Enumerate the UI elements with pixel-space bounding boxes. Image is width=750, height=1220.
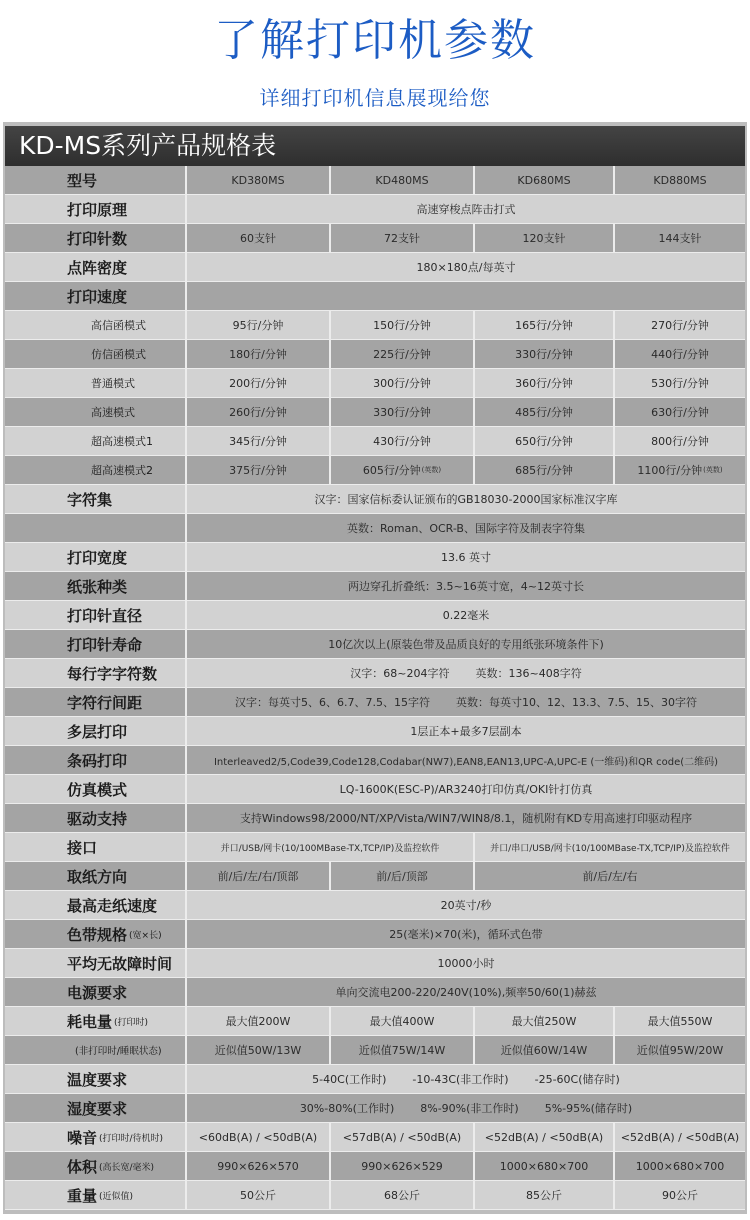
row-label <box>5 1181 187 1210</box>
speed-value: 95行/分钟 <box>187 311 331 340</box>
spec-value: 最大值400W <box>331 1007 475 1036</box>
row-label <box>5 1152 187 1181</box>
spec-value: 68公斤 <box>331 1181 475 1210</box>
spec-row-print-width <box>5 543 745 572</box>
row-label: 打印针数 <box>5 224 187 253</box>
row-label <box>5 920 187 949</box>
spec-value: 1000×680×700 <box>475 1152 615 1181</box>
model-cell: KD480MS <box>331 166 475 195</box>
row-label: 湿度要求 <box>5 1094 187 1123</box>
row-sublabel: (非打印时/睡眠状态) <box>5 1036 187 1065</box>
model-cell: KD380MS <box>187 166 331 195</box>
spec-row-speed-nlq <box>5 340 745 369</box>
spec-row-chars-per-line <box>5 659 745 688</box>
speed-value: 440行/分钟 <box>615 340 745 369</box>
spec-value: 最大值250W <box>475 1007 615 1036</box>
spec-value: 0.22毫米 <box>187 601 745 630</box>
row-label-text: 色带规格 <box>67 925 128 944</box>
spec-value: 990×626×529 <box>331 1152 475 1181</box>
spec-value: <57dB(A) / <50dB(A) <box>331 1123 475 1152</box>
row-label: 条码打印 <box>5 746 187 775</box>
spec-row-weight <box>5 1181 745 1210</box>
row-label-note: (打印时/待机时) <box>99 1133 164 1144</box>
speed-value: 225行/分钟 <box>331 340 475 369</box>
spec-value: 10亿次以上(原装色带及品质良好的专用纸张环境条件下) <box>187 630 745 659</box>
spec-table <box>5 166 745 1210</box>
row-label: 多层打印 <box>5 717 187 746</box>
row-label: 打印速度 <box>5 282 187 311</box>
row-sublabel: 普通模式 <box>5 369 187 398</box>
spec-value: 并口/USB/网卡(10/100MBase-TX,TCP/IP)及监控软件 <box>187 833 475 862</box>
spec-value: 高速穿梭点阵击打式 <box>187 195 745 224</box>
speed-value: 200行/分钟 <box>187 369 331 398</box>
row-label: 取纸方向 <box>5 862 187 891</box>
spec-value: 60支针 <box>187 224 331 253</box>
speed-value: 485行/分钟 <box>475 398 615 427</box>
spec-row-noise <box>5 1123 745 1152</box>
row-label <box>5 1007 187 1036</box>
page-title: 了解打印机参数 <box>214 15 536 66</box>
spec-row-barcode <box>5 746 745 775</box>
spec-value-part: 英数：136~408字符 <box>475 667 582 680</box>
spec-value <box>187 1065 745 1094</box>
spec-row-paper-type <box>5 572 745 601</box>
spec-row-print-principle <box>5 195 745 224</box>
speed-value: 375行/分钟 <box>187 456 331 485</box>
spec-row-pin-diameter <box>5 601 745 630</box>
spec-value: 13.6 英寸 <box>187 543 745 572</box>
spec-value <box>187 1094 745 1123</box>
row-label: 型号 <box>5 166 187 195</box>
spec-value: 50公斤 <box>187 1181 331 1210</box>
row-label: 接口 <box>5 833 187 862</box>
spec-value-empty <box>187 282 745 311</box>
row-label: 平均无故障时间 <box>5 949 187 978</box>
speed-value: 360行/分钟 <box>475 369 615 398</box>
spec-row-interface <box>5 833 745 862</box>
row-sublabel: 高速模式 <box>5 398 187 427</box>
row-label-note: (宽×长) <box>129 930 162 941</box>
row-label: 驱动支持 <box>5 804 187 833</box>
speed-value: 630行/分钟 <box>615 398 745 427</box>
row-sublabel: 高信函模式 <box>5 311 187 340</box>
spec-value-part: 5-40C(工作时) <box>312 1073 387 1086</box>
spec-value: 85公斤 <box>475 1181 615 1210</box>
spec-row-pin-life <box>5 630 745 659</box>
spec-value: 1000×680×700 <box>615 1152 745 1181</box>
spec-value-part: 汉字：每英寸5、6、6.7、7.5、15字符 <box>235 696 430 709</box>
row-label: 打印宽度 <box>5 543 187 572</box>
speed-value: 260行/分钟 <box>187 398 331 427</box>
model-cell: KD680MS <box>475 166 615 195</box>
spec-value-part: -10-43C(非工作时) <box>412 1073 509 1086</box>
spec-value-part: 英数：每英寸10、12、13.3、7.5、15、30字符 <box>456 696 697 709</box>
spec-row-humidity <box>5 1094 745 1123</box>
spec-value: 1层正本+最多7层副本 <box>187 717 745 746</box>
row-label: 电源要求 <box>5 978 187 1007</box>
spec-row-paper-path <box>5 862 745 891</box>
spec-row-print-speed <box>5 282 745 311</box>
row-sublabel: 超高速模式1 <box>5 427 187 456</box>
row-label-blank <box>5 514 187 543</box>
speed-value: 685行/分钟 <box>475 456 615 485</box>
spec-row-speed-ultra-2 <box>5 456 745 485</box>
table-title: KD-MS系列产品规格表 <box>5 126 745 166</box>
spec-value: 10000小时 <box>187 949 745 978</box>
speed-value: 180行/分钟 <box>187 340 331 369</box>
spec-value: 20英寸/秒 <box>187 891 745 920</box>
spec-value: Interleaved2/5,Code39,Code128,Codabar(NW7),EAN8,EAN13,UPC-A,UPC-E (一维码)和QR code(二维码) <box>187 746 745 775</box>
spec-value: 前/后/左/右 <box>475 862 745 891</box>
spec-value: 144支针 <box>615 224 745 253</box>
spec-value <box>187 688 745 717</box>
speed-value: 165行/分钟 <box>475 311 615 340</box>
row-label-note: (高长宽/毫米) <box>99 1162 155 1173</box>
speed-value: 150行/分钟 <box>331 311 475 340</box>
speed-value <box>615 456 745 485</box>
spec-value: <52dB(A) / <50dB(A) <box>475 1123 615 1152</box>
spec-value <box>187 659 745 688</box>
spec-value: 25(毫米)×70(米)，循环式色带 <box>187 920 745 949</box>
row-label: 每行字字符数 <box>5 659 187 688</box>
spec-value-part: -25-60C(储存时) <box>534 1073 620 1086</box>
spec-value: 英数：Roman、OCR-B、国际字符及制表字符集 <box>187 514 745 543</box>
spec-row-paper-feed-speed <box>5 891 745 920</box>
row-sublabel: 仿信函模式 <box>5 340 187 369</box>
row-label: 打印原理 <box>5 195 187 224</box>
row-label: 字符行间距 <box>5 688 187 717</box>
row-label-text: 体积 <box>67 1157 98 1176</box>
row-label-text: 噪音 <box>67 1128 98 1147</box>
spec-row-speed-ultra-1 <box>5 427 745 456</box>
spec-value-part: 5%-95%(储存时) <box>544 1102 633 1115</box>
spec-value: LQ-1600K(ESC-P)/AR3240打印仿真/OKI针打仿真 <box>187 775 745 804</box>
spec-value-part: 30%-80%(工作时) <box>299 1102 395 1115</box>
spec-row-pin-count <box>5 224 745 253</box>
row-label: 纸张种类 <box>5 572 187 601</box>
spec-value: 近似值50W/13W <box>187 1036 331 1065</box>
spec-value: 近似值60W/14W <box>475 1036 615 1065</box>
row-label: 温度要求 <box>5 1065 187 1094</box>
spec-row-speed-high <box>5 398 745 427</box>
speed-value: 530行/分钟 <box>615 369 745 398</box>
page-subtitle: 详细打印机信息展现给您 <box>259 86 491 110</box>
spec-row-ribbon <box>5 920 745 949</box>
spec-row-power-supply <box>5 978 745 1007</box>
row-label-text: 重量 <box>67 1186 98 1205</box>
spec-value: 汉字：国家信标委认证颁布的GB18030-2000国家标准汉字库 <box>187 485 745 514</box>
row-label-text: 耗电量 <box>67 1012 113 1031</box>
spec-row-multipart <box>5 717 745 746</box>
spec-value: <60dB(A) / <50dB(A) <box>187 1123 331 1152</box>
spec-value: 前/后/左/右/顶部 <box>187 862 331 891</box>
speed-value <box>331 456 475 485</box>
speed-value-text: 605行/分钟 <box>362 464 421 477</box>
spec-value: 近似值75W/14W <box>331 1036 475 1065</box>
spec-row-temperature <box>5 1065 745 1094</box>
row-label: 打印针寿命 <box>5 630 187 659</box>
row-label: 仿真模式 <box>5 775 187 804</box>
spec-row-emulation <box>5 775 745 804</box>
speed-value: 270行/分钟 <box>615 311 745 340</box>
spec-row-dot-density <box>5 253 745 282</box>
row-label: 打印针直径 <box>5 601 187 630</box>
model-cell: KD880MS <box>615 166 745 195</box>
speed-value: 800行/分钟 <box>615 427 745 456</box>
spec-value: 最大值200W <box>187 1007 331 1036</box>
spec-value: 两边穿孔折叠纸：3.5~16英寸宽，4~12英寸长 <box>187 572 745 601</box>
spec-row-charset <box>5 485 745 514</box>
spec-row-model <box>5 166 745 195</box>
spec-value: 180×180点/每英寸 <box>187 253 745 282</box>
row-sublabel: 超高速模式2 <box>5 456 187 485</box>
row-label: 字符集 <box>5 485 187 514</box>
spec-value: 90公斤 <box>615 1181 745 1210</box>
spec-row-mtbf <box>5 949 745 978</box>
row-label-note: (近似值) <box>99 1191 134 1202</box>
speed-value: 430行/分钟 <box>331 427 475 456</box>
spec-value: 并口/串口/USB/网卡(10/100MBase-TX,TCP/IP)及监控软件 <box>475 833 745 862</box>
spec-row-power-idle <box>5 1036 745 1065</box>
row-label <box>5 1123 187 1152</box>
speed-value: 330行/分钟 <box>331 398 475 427</box>
spec-value: <52dB(A) / <50dB(A) <box>615 1123 745 1152</box>
spec-value: 120支针 <box>475 224 615 253</box>
spec-value: 990×626×570 <box>187 1152 331 1181</box>
speed-value-text: 1100行/分钟 <box>637 464 703 477</box>
speed-value: 345行/分钟 <box>187 427 331 456</box>
spec-row-charset-latin <box>5 514 745 543</box>
spec-value: 前/后/顶部 <box>331 862 475 891</box>
spec-row-speed-hq-letter <box>5 311 745 340</box>
spec-row-driver <box>5 804 745 833</box>
speed-value: 650行/分钟 <box>475 427 615 456</box>
speed-value-note: (英数) <box>703 466 723 474</box>
spec-value: 支持Windows98/2000/NT/XP/Vista/WIN7/WIN8/8.1，随机附有KD专用高速打印驱动程序 <box>187 804 745 833</box>
spec-value-part: 8%-90%(非工作时) <box>420 1102 519 1115</box>
spec-value: 72支针 <box>331 224 475 253</box>
spec-row-char-pitch <box>5 688 745 717</box>
row-label: 点阵密度 <box>5 253 187 282</box>
row-label-note: (打印时) <box>114 1017 149 1028</box>
spec-row-dimensions <box>5 1152 745 1181</box>
spec-row-power-consumption <box>5 1007 745 1036</box>
speed-value-note: (英数) <box>421 466 442 474</box>
spec-value-part: 汉字：68~204字符 <box>350 667 450 680</box>
speed-value: 300行/分钟 <box>331 369 475 398</box>
speed-value: 330行/分钟 <box>475 340 615 369</box>
row-label: 最高走纸速度 <box>5 891 187 920</box>
spec-value: 最大值550W <box>615 1007 745 1036</box>
spec-row-speed-normal <box>5 369 745 398</box>
spec-value: 近似值95W/20W <box>615 1036 745 1065</box>
spec-value: 单向交流电200-220/240V(10%),频率50/60(1)赫兹 <box>187 978 745 1007</box>
